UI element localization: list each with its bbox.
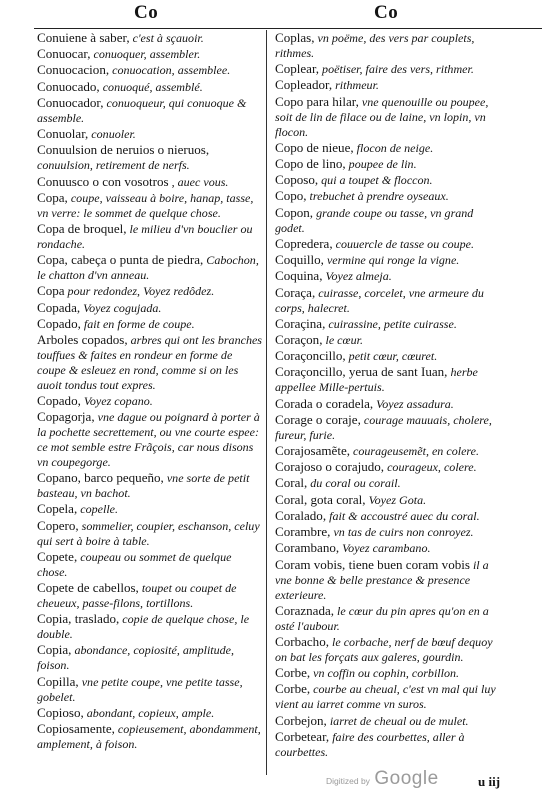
entry-headword: Copa, cabeça o punta de piedra, — [37, 252, 204, 268]
dictionary-entry — [37, 612, 263, 642]
dictionary-entry — [275, 493, 503, 508]
dictionary-entry — [37, 127, 263, 142]
entry-definition: vne dague ou poignard à porter à la pochette secrettement, ou vne courte espee: ce mot semble estre Frãçois, car nous disons vn coupegorge. — [37, 410, 260, 470]
running-head — [0, 2, 551, 28]
dictionary-entry — [275, 286, 503, 316]
dictionary-entry — [275, 682, 503, 712]
entry-headword: Conuolar, — [37, 126, 89, 142]
dictionary-entry — [275, 397, 503, 412]
entry-definition: abondance, copiosité, amplitude, foison. — [37, 643, 235, 673]
dictionary-entry — [275, 541, 503, 556]
entry-headword: Coraçon, — [275, 331, 323, 347]
entry-definition: toupet ou coupet de cheueux, passe-filons, tortillons. — [37, 581, 237, 610]
entry-headword: Copiosamente, — [37, 720, 115, 736]
entry-headword: Coram vobis, tiene buen coram vobis — [275, 556, 470, 572]
entry-definition: cuirassine, petite cuirasse. — [325, 316, 457, 331]
entry-definition: Voyez cogujada. — [80, 300, 162, 315]
dictionary-entry — [275, 269, 503, 284]
page-footer — [0, 768, 551, 798]
entry-definition: vne petite coupe, vne petite tasse, gobelet. — [37, 674, 243, 704]
entry-headword: Coplas, — [275, 30, 315, 45]
dictionary-entry — [275, 206, 503, 236]
entry-definition: grande coupe ou tasse, vn grand godet. — [275, 205, 474, 235]
entry-headword: Copia, traslado, — [37, 611, 120, 627]
entry-definition: courbe au cheual, c'est vn mal qui luy vient au iarret comme vn suros. — [275, 682, 496, 712]
header-rule — [34, 28, 542, 29]
entry-headword: Copo de lino, — [275, 155, 346, 171]
entry-definition: le corbache, nerf de bœuf dequoy on bat les forçats aux galeres, gourdin. — [275, 634, 493, 664]
entry-headword: Copo de nieue, — [275, 139, 354, 155]
entry-definition: Voyez carambano. — [339, 541, 431, 556]
dictionary-entry — [275, 604, 503, 634]
entry-headword: Copredera, — [275, 235, 333, 251]
entry-headword: Copado, — [37, 315, 81, 331]
entry-definition: trebuchet à prendre oyseaux. — [306, 189, 449, 204]
entry-definition: sommelier, coupier, eschanson, celuy qui sert à boire à table. — [37, 518, 260, 548]
entry-headword: Coplear, — [275, 61, 320, 77]
entry-definition: , auec vous. — [168, 174, 229, 189]
entry-definition: copelle. — [77, 502, 119, 517]
dictionary-entry — [275, 476, 503, 491]
dictionary-entry — [37, 581, 263, 611]
entry-definition: conuoqué, assemblé. — [99, 79, 203, 94]
entry-definition: c'est à sçauoir. — [129, 31, 204, 45]
entry-definition: Voyez Gota. — [365, 492, 427, 507]
entry-definition: vn tas de cuirs non conroyez. — [330, 525, 474, 540]
dictionary-entry — [37, 333, 263, 393]
dictionary-entry — [37, 410, 263, 470]
entry-headword: Copo para hilar, — [275, 93, 359, 109]
entry-definition: iarret de cheual ou de mulet. — [326, 713, 469, 728]
entry-definition: courage mauuais, cholere, fureur, furie. — [275, 412, 492, 442]
dictionary-entry — [37, 706, 263, 721]
entry-headword: Copete, — [37, 548, 78, 564]
dictionary-entry — [275, 317, 503, 332]
entry-definition: Voyez almeja. — [322, 269, 392, 284]
dictionary-entry — [275, 635, 503, 665]
google-watermark — [326, 768, 439, 790]
dictionary-entry — [275, 31, 503, 61]
dictionary-entry — [37, 96, 263, 126]
dictionary-entry — [275, 237, 503, 252]
entry-definition: fait & accoustré auec du coral. — [326, 508, 480, 523]
entry-headword: Copela, — [37, 501, 78, 517]
dictionary-entry — [37, 643, 263, 673]
entry-definition: Voyez copano. — [80, 394, 153, 409]
entry-headword: Coralado, — [275, 507, 327, 523]
entry-headword: Corbacho, — [275, 633, 329, 649]
dictionary-entry — [275, 189, 503, 204]
entry-definition: du coral ou corail. — [307, 476, 401, 491]
entry-headword: Copleador, — [275, 77, 333, 93]
entry-definition: coupe, vaisseau à boire, hanap, tasse, vn verre: le sommet de quelque chose. — [37, 190, 254, 220]
entry-definition: herbe appellee Mille-pertuis. — [275, 365, 478, 395]
entry-headword: Corambano, — [275, 540, 340, 556]
google-logo-text: Google — [374, 768, 439, 789]
entry-headword: Conuusco o con vosotros — [37, 173, 169, 189]
entry-definition: vne quenouille ou poupee, soit de lin de filace ou de laine, vn lopin, vn flocon. — [275, 94, 489, 139]
digitized-by-label: Digitized by — [326, 776, 370, 786]
dictionary-entry — [275, 666, 503, 681]
entry-definition: vn poëme, des vers par couplets, rithmes. — [275, 31, 475, 60]
dictionary-entry — [275, 349, 503, 364]
dictionary-entry — [37, 394, 263, 409]
entry-definition: conuulsion, retirement de nerfs. — [37, 158, 190, 173]
entry-definition: Cabochon, le chatton d'vn anneau. — [37, 253, 259, 283]
entry-headword: Corada o coradela, — [275, 395, 374, 411]
dictionary-entry — [275, 525, 503, 540]
entry-definition: copieusement, abondamment, amplement, à foison. — [37, 721, 261, 751]
entry-headword: Copano, barco pequeño, — [37, 470, 164, 486]
left-column — [37, 31, 263, 753]
entry-headword: Coposo, — [275, 172, 319, 188]
entry-headword: Copioso, — [37, 704, 84, 720]
entry-definition: rithmeur. — [332, 78, 379, 93]
entry-definition: flocon de neige. — [353, 140, 434, 155]
entry-headword: Arboles copados, — [37, 331, 128, 347]
dictionary-entry — [275, 714, 503, 729]
entry-definition: copie de quelque chose, le double. — [37, 612, 250, 642]
entry-headword: Copagorja, — [37, 409, 95, 425]
entry-headword: Conuocador, — [37, 94, 104, 110]
dictionary-entry — [37, 550, 263, 580]
entry-headword: Conuocacion, — [37, 62, 110, 78]
entry-headword: Coraçoncillo, yerua de sant Iuan, — [275, 364, 448, 380]
dictionary-entry — [37, 675, 263, 705]
dictionary-entry — [275, 173, 503, 188]
dictionary-entry — [37, 47, 263, 62]
entry-headword: Copa, — [37, 189, 68, 205]
entry-definition: courageux, colere. — [384, 460, 477, 475]
running-head-right: Co — [374, 2, 399, 23]
entry-headword: Copon, — [275, 204, 314, 220]
dictionary-entry — [37, 222, 263, 252]
entry-definition: petit cœur, cœuret. — [345, 349, 438, 364]
dictionary-entry — [275, 413, 503, 443]
entry-headword: Conuocar, — [37, 46, 91, 62]
entry-headword: Copo, — [275, 188, 307, 204]
entry-headword: Conuulsion de neruios o nieruos, — [37, 142, 210, 158]
dictionary-entry — [275, 253, 503, 268]
entry-headword: Coral, — [275, 475, 308, 491]
dictionary-entry — [37, 471, 263, 501]
entry-headword: Corbe, — [275, 665, 311, 681]
dictionary-entry — [37, 722, 263, 752]
entry-definition: le cœur. — [322, 332, 363, 347]
entry-definition: conuocation, assemblee. — [109, 63, 231, 78]
entry-definition: le cœur du pin apres qu'on en a osté l'aubour. — [275, 603, 489, 633]
entry-definition: conuoler. — [88, 127, 136, 142]
dictionary-entry — [37, 191, 263, 221]
entry-headword: Corbejon, — [275, 712, 327, 728]
entry-definition: vne sorte de petit basteau, vn bachot. — [37, 471, 250, 501]
dictionary-entry — [37, 502, 263, 517]
entry-headword: Coral, gota coral, — [275, 491, 366, 507]
entry-definition: poëtiser, faire des vers, rithmer. — [319, 62, 474, 77]
dictionary-entry — [275, 558, 503, 603]
dictionary-entry — [37, 63, 263, 78]
entry-definition: faire des courbettes, aller à courbettes. — [275, 729, 465, 759]
entry-headword: Corbe, — [275, 681, 311, 697]
dictionary-entry — [37, 519, 263, 549]
entry-headword: Corajoso o corajudo, — [275, 459, 385, 475]
dictionary-entry — [275, 95, 503, 140]
entry-headword: Corbetear, — [275, 728, 330, 744]
entry-definition: coupeau ou sommet de quelque chose. — [37, 549, 232, 579]
entry-definition: abondant, copieux, ample. — [83, 705, 215, 720]
dictionary-entry — [37, 143, 263, 173]
entry-definition: Voyez assadura. — [373, 396, 454, 411]
entry-headword: Copada, — [37, 299, 81, 315]
running-head-left: Co — [134, 2, 159, 23]
entry-headword: Coquillo, — [275, 252, 324, 268]
entry-definition: vn coffin ou cophin, corbillon. — [310, 666, 460, 681]
entry-headword: Corambre, — [275, 524, 331, 540]
entry-definition: le milieu d'vn bouclier ou rondache. — [37, 221, 253, 251]
dictionary-entry — [37, 301, 263, 316]
dictionary-entry — [275, 444, 503, 459]
entry-definition: qui a toupet & floccon. — [318, 173, 433, 188]
entry-definition: conuoquer, assembler. — [90, 47, 201, 62]
dictionary-entry — [37, 175, 263, 190]
signature-mark: u iij — [478, 774, 501, 789]
entry-definition: couuercle de tasse ou coupe. — [332, 236, 475, 251]
dictionary-entry — [275, 730, 503, 760]
column-divider — [266, 30, 267, 775]
dictionary-entry — [37, 317, 263, 332]
entry-definition: conuoqueur, qui conuoque & assemble. — [37, 95, 247, 125]
dictionary-entry — [275, 460, 503, 475]
entry-headword: Copia, — [37, 642, 72, 658]
entry-headword: Corage o coraje, — [275, 411, 361, 427]
entry-headword: Conuocado, — [37, 78, 100, 94]
entry-headword: Coquina, — [275, 268, 323, 284]
dictionary-entry — [275, 333, 503, 348]
dictionary-entry — [37, 31, 263, 46]
entry-definition: cuirasse, corcelet, vne armeure du corps, halecret. — [275, 285, 484, 315]
dictionary-entry — [275, 157, 503, 172]
entry-definition: vermine qui ronge la vigne. — [323, 253, 460, 268]
dictionary-entry — [275, 141, 503, 156]
dictionary-entry — [275, 365, 503, 395]
entry-headword: Conuiene à saber, — [37, 30, 130, 45]
dictionary-entry — [275, 62, 503, 77]
entry-headword: Coraça, — [275, 284, 316, 300]
right-column — [275, 31, 503, 761]
dictionary-entry — [275, 78, 503, 93]
entry-headword: Copete de cabellos, — [37, 580, 139, 596]
dictionary-entry — [37, 284, 263, 299]
entry-headword: Copa — [37, 283, 65, 299]
entry-headword: Coraznada, — [275, 602, 335, 618]
dictionary-entry — [37, 80, 263, 95]
entry-headword: Copado, — [37, 393, 81, 409]
entry-headword: Corajosamẽte, — [275, 443, 350, 459]
entry-headword: Copilla, — [37, 673, 79, 689]
entry-definition: poupee de lin. — [345, 156, 417, 171]
entry-definition: il a vne bonne & belle prestance & presence exterieure. — [275, 557, 489, 602]
entry-definition: arbres qui ont les branches touffues & faites en rondeur en forme de coupe & esleuez en rond, comme si on les auoit tondus tout expres. — [37, 332, 262, 392]
entry-definition: fait en forme de coupe. — [80, 316, 195, 331]
dictionary-entry — [275, 509, 503, 524]
entry-headword: Copa de broquel, — [37, 220, 127, 236]
entry-definition: courageusemẽt, en colere. — [350, 444, 480, 459]
entry-headword: Coraçoncillo, — [275, 348, 346, 364]
dictionary-entry — [37, 253, 263, 283]
entry-headword: Coraçina, — [275, 315, 326, 331]
entry-definition: pour redondez, Voyez redôdez. — [64, 284, 215, 299]
entry-headword: Copero, — [37, 517, 79, 533]
